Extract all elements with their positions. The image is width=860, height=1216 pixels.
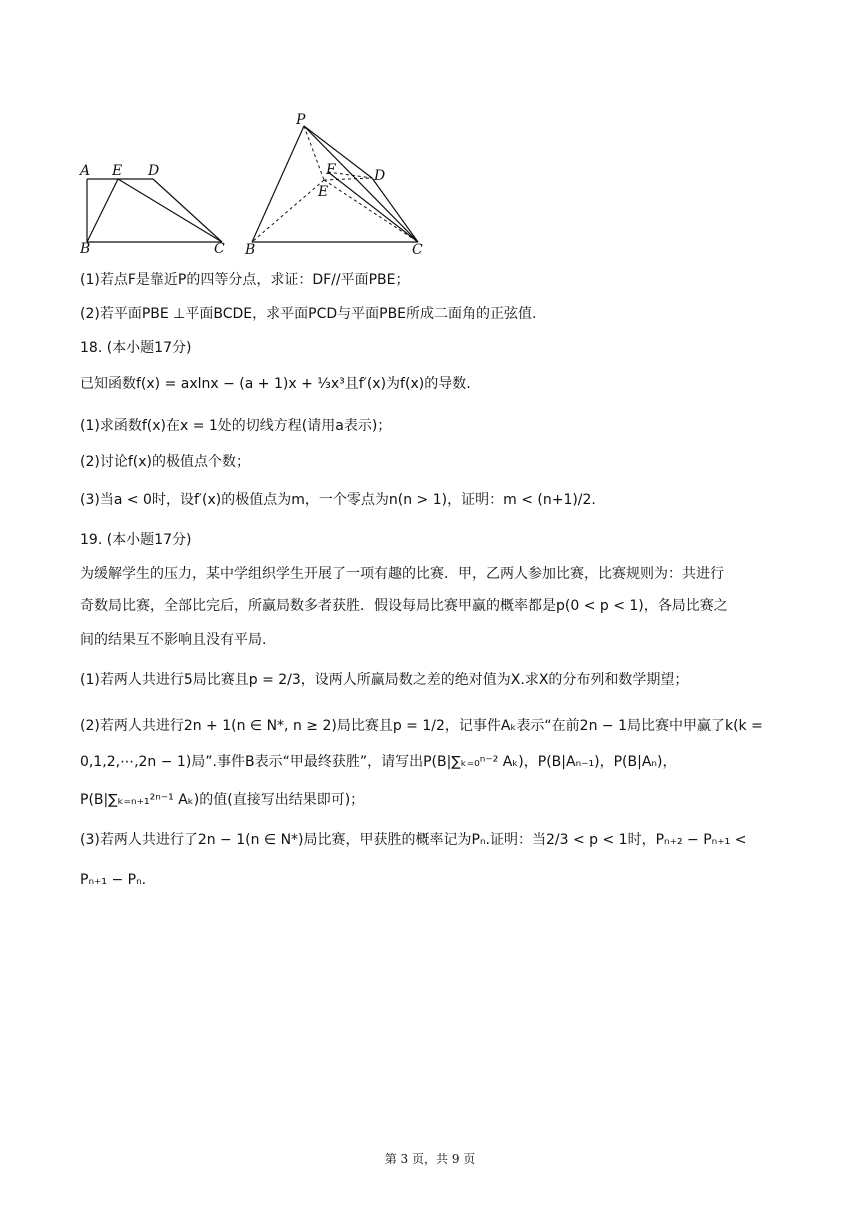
q17-part2: (2)若平面PBE ⊥平面BCDE，求平面PCD与平面PBE所成二面角的正弦值. [80, 306, 537, 322]
page-footer: 第 3 页，共 9 页 [384, 1152, 476, 1166]
q17-part1: (1)若点F是靠近P的四等分点，求证：DF//平面PBE； [80, 272, 410, 288]
q19-stem-line1: 为缓解学生的压力，某中学组织学生开展了一项有趣的比赛．甲，乙两人参加比赛，比赛规则为：共进行 [80, 566, 724, 582]
q18-heading: 18. (本小题17分) [80, 340, 192, 356]
label-D2: D [374, 168, 386, 184]
label-B: B [80, 241, 91, 255]
q19-heading: 19. (本小题17分) [80, 532, 192, 548]
label-E: E [112, 163, 123, 179]
label-C2: C [412, 242, 423, 258]
label-F: F [326, 162, 336, 178]
q19-stem-line2: 奇数局比赛，全部比完后，所赢局数多者获胜．假设每局比赛甲赢的概率都是p(0 < p < 1)，各局比赛之 [80, 598, 728, 614]
label-P: P [296, 112, 306, 128]
q19-part3-line2: Pₙ₊₁ − Pₙ. [80, 872, 147, 888]
q18-part2: (2)讨论f(x)的极值点个数； [80, 454, 250, 470]
q18-part1: (1)求函数f(x)在x = 1处的切线方程(请用a表示)； [80, 418, 392, 434]
q19-part2-line2: 0,1,2,⋯,2n − 1)局”.事件B表示“甲最终获胜”，请写出P(B|∑ₖ₌₀ⁿ⁻² Aₖ)，P(B|Aₙ₋₁)，P(B|Aₙ)， [80, 754, 677, 770]
label-A: A [80, 163, 91, 179]
q19-part1: (1)若两人共进行5局比赛且p = 2/3，设两人所赢局数之差的绝对值为X.求X的分布列和数学期望； [80, 672, 689, 688]
label-D: D [148, 163, 160, 179]
pyramid-figure [240, 108, 440, 258]
label-C: C [214, 241, 225, 255]
q19-part2-line3: P(B|∑ₖ₌ₙ₊₁²ⁿ⁻¹ Aₖ)的值(直接写出结果即可)； [80, 792, 365, 808]
label-B2: B [245, 242, 256, 258]
q18-stem: 已知函数f(x) = axlnx − (a + 1)x + ⅓x³且f′(x)为f(x)的导数. [80, 376, 471, 392]
q19-part2-line1: (2)若两人共进行2n + 1(n ∈ N*, n ≥ 2)局比赛且p = 1/2，记事件Aₖ表示“在前2n − 1局比赛中甲赢了k(k = [80, 718, 763, 734]
trapezoid-figure [70, 155, 240, 255]
q18-part3: (3)当a < 0时，设f′(x)的极值点为m，一个零点为n(n > 1)，证明：m < (n+1)/2. [80, 492, 596, 508]
label-E2: E [318, 184, 329, 200]
q19-part3-line1: (3)若两人共进行了2n − 1(n ∈ N*)局比赛，甲获胜的概率记为Pₙ.证明：当2/3 < p < 1时，Pₙ₊₂ − Pₙ₊₁ < [80, 832, 747, 848]
q19-stem-line3: 间的结果互不影响且没有平局. [80, 632, 267, 648]
